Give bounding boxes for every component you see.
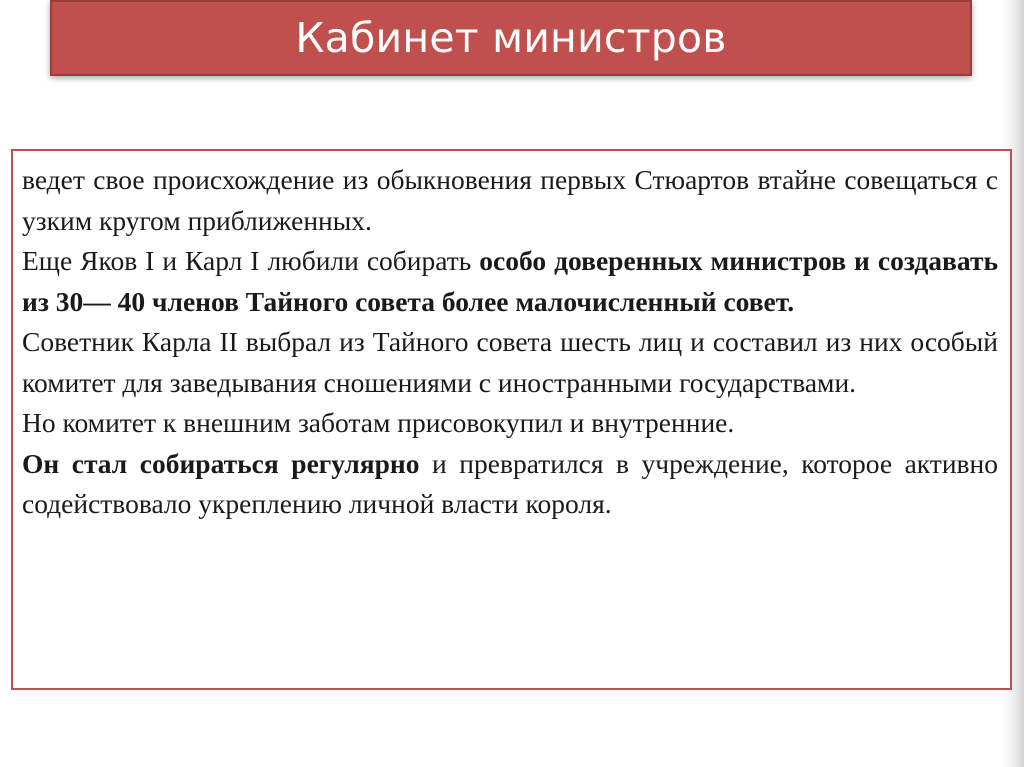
bold-text-run: особо доверенных министров и создавать из 30— 40 членов Тайного совета более малочисленный совет.: [22, 245, 998, 317]
title-banner: [50, 0, 972, 76]
text-run: ведет свое происхождение из обыкновения первых Стюартов втайне совещаться с узким кругом приближенных.: [22, 164, 998, 236]
body-text: [22, 160, 998, 525]
text-run: и превратился в учреждение, которое активно содействовало укреплению личной власти короля.: [22, 447, 998, 519]
paragraph: [22, 444, 998, 525]
paragraph: [22, 403, 998, 444]
slide-title: Кабинет министров: [295, 14, 727, 62]
paragraph: [22, 241, 998, 322]
text-run: Советник Карла II выбрал из Тайного совета шесть лиц и составил из них особый комитет для заведывания сношениями с иностранными государствами.: [22, 326, 998, 398]
paragraph: [22, 160, 998, 241]
paragraph: [22, 322, 998, 403]
content-box: [11, 149, 1012, 690]
text-run: Но комитет к внешним заботам присовокупил и внутренние.: [22, 407, 735, 438]
text-run: Еще Яков I и Карл I любили собирать: [22, 245, 480, 276]
bold-text-run: Он стал собираться регулярно: [22, 447, 420, 479]
